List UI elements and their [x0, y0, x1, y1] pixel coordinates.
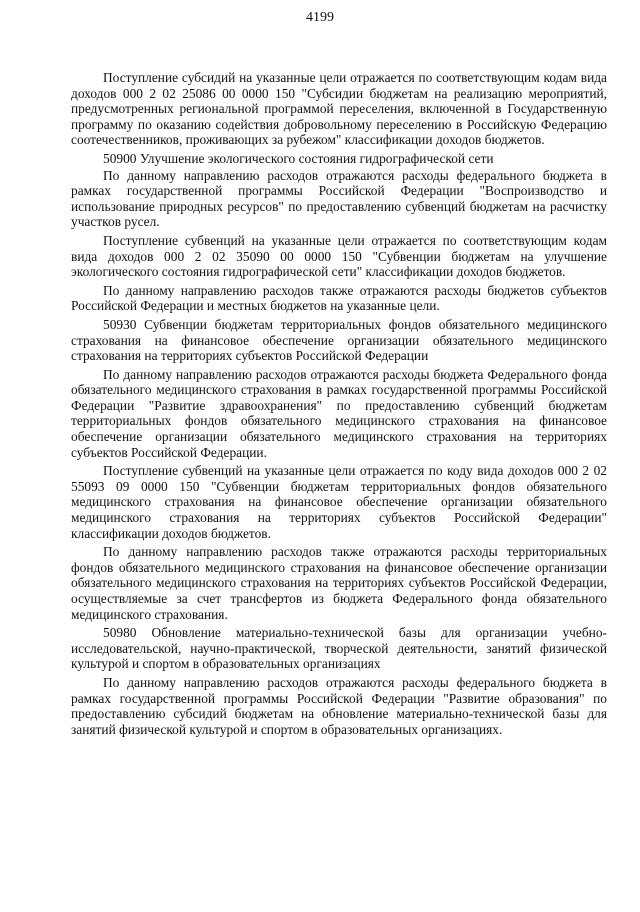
document-body	[71, 70, 607, 740]
section-heading-50980: 50980 Обновление материально-технической базы для организации учебно-исследовательской, научно-практической, творческой деятельности, занятий физической культурой и спортом в образовательных организациях	[71, 625, 607, 672]
paragraph-50900-receipt-codes: Поступление субвенций на указанные цели отражается по соответствующим кодам вида доходов 000 2 02 35090 00 0000 150 "Субвенции бюджетам на улучшение экологического состояния гидрографической сети" классификации доходов бюджетов.	[71, 232, 607, 280]
paragraph-50930-expenses: По данному направлению расходов отражаются расходы бюджета Федерального фонда обязательного медицинского страхования в рамках государственной программы Российской Федерации "Развитие здравоохранения" по предоставлению субвенций бюджетам территориальных фондов обязательного медицинского страхования на финансовое обеспечение организации обязательного медицинского страхования на территориях субъектов Российской Федерации.	[71, 366, 607, 460]
section-heading-50930: 50930 Субвенции бюджетам территориальных фондов обязательного медицинского страхования на финансовое обеспечение организации обязательного медицинского страхования на территориях субъектов Российской Федерации	[71, 316, 607, 364]
paragraph-subsidy-receipt-codes: Поступление субсидий на указанные цели отражается по соответствующим кодам вида доходов 000 2 02 25086 00 0000 150 "Субсидии бюджетам на реализацию мероприятий, предусмотренных региональной программой переселения, включенной в Государственную программу по оказанию содействия добровольному переселению в Российскую Федерацию соотечественников, проживающих за рубежом" классификации доходов бюджетов.	[71, 70, 607, 148]
paragraph-50900-expenses: По данному направлению расходов отражаются расходы федерального бюджета в рамках государственной программы Российской Федерации "Воспроизводство и использование природных ресурсов" по предоставлению субвенций бюджетам на расчистку участков русел.	[71, 167, 607, 230]
paragraph-50900-regional-expenses: По данному направлению расходов также отражаются расходы бюджетов субъектов Российской Федерации и местных бюджетов на указанные цели.	[71, 282, 607, 314]
paragraph-50930-receipt-codes: Поступление субвенций на указанные цели отражается по коду вида доходов 000 2 02 55093 09 0000 150 "Субвенции бюджетам территориальных фондов обязательного медицинского страхования на финансовое обеспечение организации обязательного медицинского страхования на территориях субъектов Российской Федерации" классификации доходов бюджетов.	[71, 463, 607, 541]
section-heading-50900: 50900 Улучшение экологического состояния гидрографической сети	[103, 150, 494, 166]
paragraph-50980-expenses: По данному направлению расходов отражаются расходы федерального бюджета в рамках государственной программы Российской Федерации "Развитие образования" по предоставлению субсидий бюджетам на обновление материально-технической базы для занятий физической культурой и спортом в образовательных организациях.	[71, 674, 607, 737]
page-number: 4199	[306, 10, 334, 25]
paragraph-50930-territorial-expenses: По данному направлению расходов также отражаются расходы территориальных фондов обязательного медицинского страхования на финансовое обеспечение организации обязательного медицинского страхования на территориях субъектов Российской Федерации, осуществляемые за счет трансфертов из бюджета Федерального фонда обязательного медицинского страхования.	[71, 544, 607, 622]
